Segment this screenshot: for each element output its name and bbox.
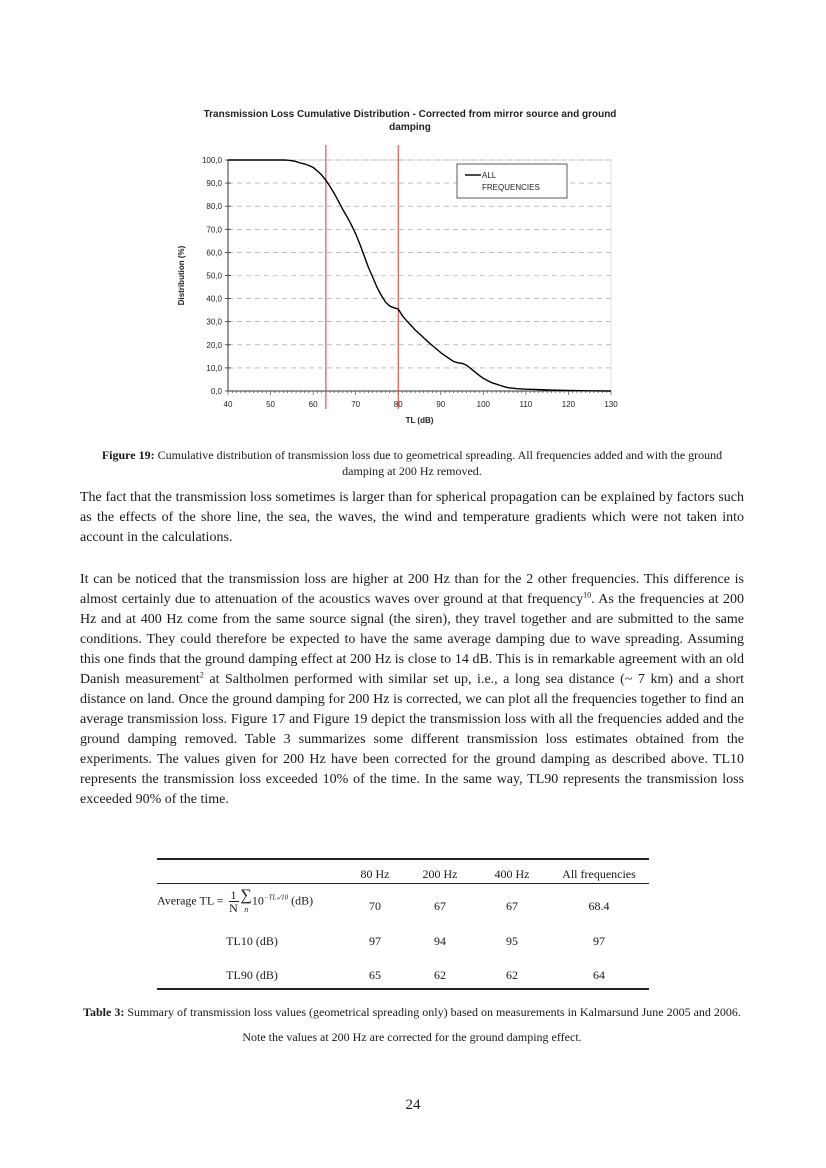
y-tick-label: 90,0 — [206, 179, 222, 189]
y-axis-label: Distribution (%) — [177, 245, 186, 306]
table-caption-label: Table 3: — [83, 1005, 125, 1019]
table-cell: 67 — [506, 899, 518, 913]
y-tick-label: 10,0 — [206, 363, 222, 373]
y-tick-label: 30,0 — [206, 317, 222, 327]
x-tick-label: 80 — [393, 400, 403, 409]
paragraph-2-part-b: . As the frequencies at 200 Hz and at 400 Hz come from the same source signal (the siren), they travel together and are submitted to the same conditions. They could therefore be expected to have the same average damping due to wave spreading. Assuming this one finds that the ground damping effect at 200 Hz is close to 14 dB. This is in remarkable agreement with an old Danish measurement — [80, 592, 744, 687]
x-axis-label: TL (dB) — [405, 416, 434, 425]
table-cell: 70 — [369, 899, 381, 913]
sum-symbol — [241, 888, 252, 915]
table-header-all-frequencies: All frequencies — [562, 867, 636, 881]
table-cell: 62 — [434, 968, 446, 982]
legend-label-line: ALL — [482, 171, 497, 180]
average-tl-formula — [157, 888, 347, 915]
power-exponent: −TLₙ/10 — [263, 893, 289, 902]
table-cell: 68.4 — [588, 899, 610, 913]
y-tick-label: 70,0 — [206, 225, 222, 235]
paragraph-2 — [80, 570, 744, 810]
table-cell: 64 — [593, 968, 605, 982]
y-tick-label: 20,0 — [206, 340, 222, 350]
table-cell: 94 — [434, 934, 446, 948]
table-cell: 95 — [506, 934, 518, 948]
table-caption — [80, 1000, 744, 1050]
table-header-400hz: 400 Hz — [494, 867, 530, 881]
x-tick-label: 40 — [223, 400, 233, 409]
table-header-rule — [157, 883, 649, 884]
chart-title: Transmission Loss Cumulative Distribution - Corrected from mirror source and ground damping — [203, 109, 617, 133]
x-tick-label: 70 — [351, 400, 361, 409]
fraction-denominator: N — [229, 901, 238, 915]
x-tick-label: 60 — [308, 400, 318, 409]
table-bottom-rule — [157, 988, 649, 990]
average-tl-label: Average TL = — [157, 893, 227, 908]
figure-caption — [80, 447, 744, 479]
page-number: 24 — [405, 1097, 421, 1113]
x-tick-label: 100 — [476, 400, 491, 409]
reference-2: 2 — [199, 670, 204, 680]
y-tick-label: 60,0 — [206, 248, 222, 258]
legend-label-line: FREQUENCIES — [482, 183, 540, 192]
table-header-200hz: 200 Hz — [422, 867, 458, 881]
y-tick-label: 80,0 — [206, 202, 222, 212]
table-top-rule — [157, 858, 649, 860]
sum-index: n — [244, 905, 249, 914]
table-header-80hz: 80 Hz — [360, 867, 390, 881]
table-cell: 62 — [506, 968, 518, 982]
table-cell: 97 — [369, 934, 381, 948]
y-tick-label: 50,0 — [206, 271, 222, 281]
table-caption-text: Summary of transmission loss values (geometrical spreading only) based on measurements in Kalmarsund June 2005 and 2006. Note the values at 200 Hz are corrected for the ground damping effect. — [127, 1005, 741, 1044]
x-tick-label: 130 — [604, 400, 618, 409]
sum-sign: ∑ — [240, 887, 252, 904]
reference-10: 10 — [583, 590, 592, 600]
fraction — [229, 889, 239, 914]
paragraph-1: The fact that the transmission loss sometimes is larger than for spherical propagation can be explained by factors such as the effects of the shore line, the sea, the waves, the wind and temperature gradients which were not taken into account in the calculations. — [80, 490, 744, 545]
power-base: 10 — [251, 893, 264, 908]
y-tick-label: 40,0 — [206, 294, 222, 304]
y-tick-label: 100,0 — [201, 156, 222, 165]
table-row-label-tl90: TL90 (dB) — [226, 968, 278, 982]
table-cell: 67 — [434, 899, 446, 913]
table-cell: 97 — [593, 934, 605, 948]
figure-caption-text: Cumulative distribution of transmission loss due to geometrical spreading. All frequencies added and with the ground damping at 200 Hz removed. — [157, 448, 723, 478]
x-tick-label: 50 — [266, 400, 276, 409]
x-tick-label: 120 — [561, 400, 576, 409]
table-row-label-tl10: TL10 (dB) — [226, 934, 278, 948]
average-tl-unit: (dB) — [288, 893, 314, 908]
x-tick-label: 110 — [519, 400, 533, 409]
legend-box — [457, 164, 567, 198]
figure-caption-label: Figure 19: — [101, 448, 155, 462]
y-tick-label: 0,0 — [210, 387, 222, 396]
x-tick-label: 90 — [436, 400, 446, 409]
paragraph-2-part-a: It can be noticed that the transmission loss are higher at 200 Hz than for the 2 other frequencies. This difference is almost certainly due to attenuation of the acoustics waves over ground at that frequency — [80, 572, 744, 607]
paragraph-2-part-c: at Saltholmen performed with similar set up, i.e., a long sea distance (~ 7 km) and a short distance on land. Once the ground damping for 200 Hz is corrected, we can plot all the frequencies together to find an average transmission loss. Figure 17 and Figure 19 depict the transmission loss with all the frequencies added and the ground damping removed. Table 3 summarizes some different transmission loss estimates obtained from the experiments. The values given for 200 Hz have been corrected for the ground damping as described above. TL10 represents the transmission loss exceeded 10% of the time. In the same way, TL90 represents the transmission loss exceeded 90% of the time. — [80, 672, 745, 807]
fraction-numerator: 1 — [230, 888, 237, 902]
transmission-loss-chart — [170, 140, 640, 430]
table-cell: 65 — [369, 968, 381, 982]
